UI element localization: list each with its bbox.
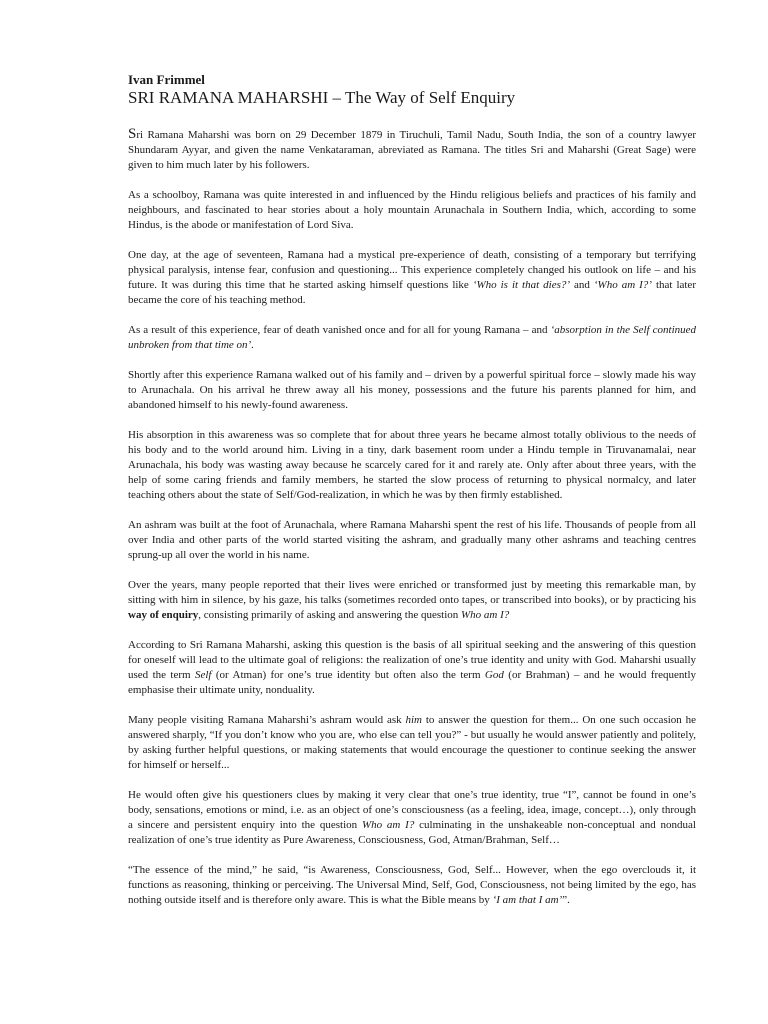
paragraph	[128, 713, 696, 773]
drop-cap: S	[128, 126, 137, 142]
text-run: One day, at the age of seventeen, Ramana had a mystical pre-experience of death, consisting of a temporary but terrifying physical paralysis, intense fear, confusion and questioning... This experience completely changed his outlook on life – and his future. It was during this time that he started asking himself questions like	[128, 249, 696, 291]
paragraph	[128, 128, 696, 173]
paragraph	[128, 323, 696, 353]
paragraph	[128, 638, 696, 698]
text-run: ri Ramana Maharshi was born on 29 December 1879 in Tiruchuli, Tamil Nadu, South India, the son of a country lawyer Shundaram Ayyar, and given the name Venkataraman, abreviated as Ramana. The titles Sri and Maharshi (Great Sage) were given to him much later by his followers.	[128, 129, 696, 171]
text-run: (or Brahman) – and he would frequently emphasise their ultimate unity, nonduality.	[128, 669, 696, 696]
text-run: God	[484, 669, 504, 681]
text-run: Many people visiting Ramana Maharshi’s ashram would ask	[128, 714, 406, 726]
text-run: ‘absorption in the Self continued unbroken from that time on’.	[128, 324, 697, 351]
text-run: An ashram was built at the foot of Arunachala, where Ramana Maharshi spent the rest of his life. Thousands of people from all over India and other parts of the world started visiting the ashram, and gradually many other ashrams and teaching centres sprung-up all over the world in his name.	[128, 519, 696, 561]
paragraph	[128, 248, 696, 308]
text-run: , consisting primarily of asking and answering the question	[198, 609, 462, 621]
text-run: ‘Who is it that dies?’	[472, 279, 571, 291]
text-run: Who am I?	[461, 609, 510, 621]
text-run: As a schoolboy, Ramana was quite interested in and influenced by the Hindu religious beliefs and practices of his family and neighbours, and fascinated to hear stories about a holy mountain Arunachala in Southern India, which, according to some Hindus, is the abode or manifestation of Lord Siva.	[128, 189, 696, 231]
text-run: As a result of this experience, fear of death vanished once and for all for young Ramana – and	[128, 324, 551, 336]
paragraph	[128, 788, 696, 848]
text-run: He would often give his questioners clues by making it very clear that one’s true identity, true “I”, cannot be found in one’s body, sensations, emotions or mind, i.e. as an object of one’s consciousness (as a feeling, idea, image, concept…), only through a sincere and persistent enquiry into the question	[128, 789, 696, 831]
text-run: Shortly after this experience Ramana walked out of his family and – driven by a powerful spiritual force – slowly made his way to Arunachala. On his arrival he threw away all his money, possessions and the future his parents planned for him, and abandoned himself to his newly-found awareness.	[128, 369, 696, 411]
text-run: According to Sri Ramana Maharshi, asking this question is the basis of all spiritual seeking and the answering of this question for oneself will lead to the ultimate goal of religions: the realization of one’s true identity and unity with God. Maharshi usually used the term	[128, 639, 696, 681]
text-run: (or Atman) for one’s true identity but often also the term	[211, 669, 485, 681]
text-run: him	[405, 714, 422, 726]
article-body	[128, 128, 696, 908]
text-run: to answer the question for them... On one such occasion he answered sharply, “If you don’t know who you are, who else can tell you?” - but usually he would answer patiently and politely, by asking further helpful questions, or making statements that would encourage the questioner to continue seeking the answer for himself or herself...	[128, 714, 696, 771]
text-run: ‘Who am I?’	[593, 279, 652, 291]
author-name: Ivan Frimmel	[128, 72, 205, 87]
paragraph	[128, 188, 696, 233]
paragraph	[128, 518, 696, 563]
text-run: ‘I am that I am’	[492, 894, 563, 906]
text-run: Self	[194, 669, 212, 681]
text-run: and	[570, 279, 594, 291]
paragraph	[128, 578, 696, 623]
paragraph	[128, 368, 696, 413]
text-run: Who am I?	[361, 819, 415, 831]
article-title: SRI RAMANA MAHARSHI – The Way of Self Enquiry	[128, 88, 516, 107]
paragraph	[128, 428, 696, 503]
article	[128, 72, 696, 923]
text-run: “The essence of the mind,” he said, “is Awareness, Consciousness, God, Self... However, when the ego overclouds it, it functions as reasoning, thinking or perceiving. The Universal Mind, Self, God, Consciousness, not being limited by the ego, has nothing outside itself and is therefore only aware. This is what the Bible means by	[128, 864, 696, 906]
text-run: that later became the core of his teaching method.	[128, 279, 696, 306]
paragraph	[128, 863, 696, 908]
text-run: His absorption in this awareness was so complete that for about three years he became almost totally oblivious to the needs of his body and to the world around him. Living in a tiny, dark basement room under a Hindu temple in Tiruvanamalai, near Arunachala, his body was wasting away because he scarcely cared for it and rarely ate. Only after about three years, with the help of some caring friends and family members, he started the slow process of returning to physical normalcy, and later teaching others about the state of Self/God-realization, in which he was by then firmly established.	[128, 429, 696, 501]
text-run: culminating in the unshakeable non-conceptual and nondual realization of one’s true identity as Pure Awareness, Consciousness, God, Atman/Brahman, Self…	[128, 819, 696, 846]
text-run: way of enquiry	[128, 609, 199, 621]
text-run: ”.	[562, 894, 570, 906]
text-run: Over the years, many people reported that their lives were enriched or transformed just by meeting this remarkable man, by sitting with him in silence, by his gaze, his talks (sometimes recorded onto tapes, or transcribed into books), or by practicing his	[128, 579, 696, 606]
